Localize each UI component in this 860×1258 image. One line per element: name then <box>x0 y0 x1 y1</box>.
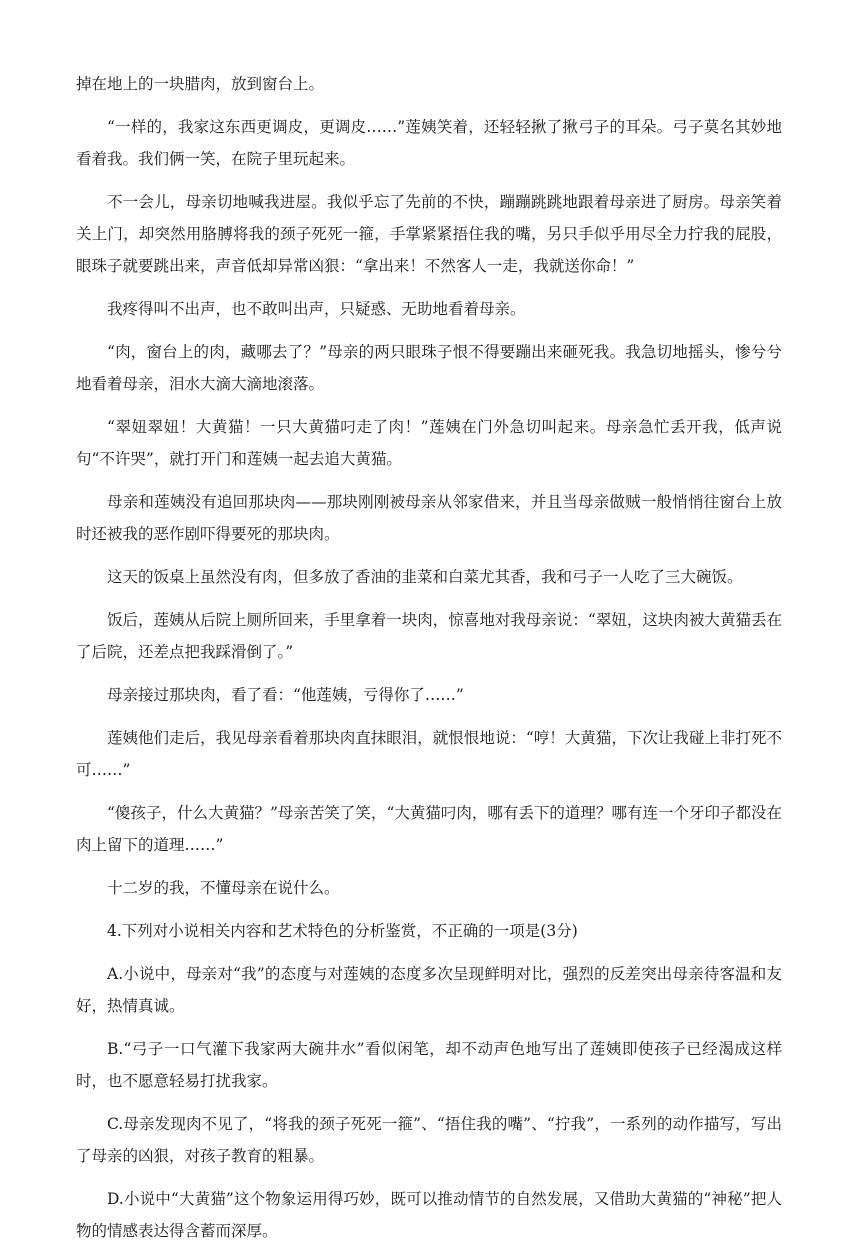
paragraph: “肉，窗台上的肉，藏哪去了？”母亲的两只眼珠子恨不得要蹦出来砸死我。我急切地摇头，惨兮兮地看着母亲，泪水大滴大滴地滚落。 <box>76 343 782 393</box>
paragraph: 莲姨他们走后，我见母亲看着那块肉直抹眼泪，就恨恨地说：“哼！大黄猫，下次让我碰上非打死不可……” <box>76 729 782 779</box>
paragraph: 我疼得叫不出声，也不敢叫出声，只疑惑、无助地看着母亲。 <box>107 300 526 318</box>
paragraph-continuation: 掉在地上的一块腊肉，放到窗台上。 <box>76 75 325 93</box>
paragraph: “翠妞翠妞！大黄猫！一只大黄猫叼走了肉！”莲姨在门外急切叫起来。母亲急忙丢开我，低声说句“不许哭”，就打开门和莲姨一起去追大黄猫。 <box>76 418 782 468</box>
paragraph: 十二岁的我，不懂母亲在说什么。 <box>107 879 340 897</box>
paragraph: 母亲和莲姨没有追回那块肉——那块刚刚被母亲从邻家借来，并且当母亲做贼一般悄悄往窗台上放时还被我的恶作剧吓得要死的那块肉。 <box>76 493 782 543</box>
paragraph: 母亲接过那块肉，看了看：“他莲姨，亏得你了……” <box>107 686 464 704</box>
document-page <box>76 68 782 1258</box>
paragraph: 这天的饭桌上虽然没有肉，但多放了香油的韭菜和白菜尤其香，我和弓子一人吃了三大碗饭。 <box>107 568 743 586</box>
paragraph: “傻孩子，什么大黄猫？”母亲苦笑了笑，“大黄猫叼肉，哪有丢下的道理？哪有连一个牙印子都没在肉上留下的道理……” <box>76 804 782 854</box>
paragraph: 饭后，莲姨从后院上厕所回来，手里拿着一块肉，惊喜地对我母亲说：“翠妞，这块肉被大黄猫丢在了后院，还差点把我踩滑倒了。” <box>76 611 782 661</box>
option-c: C.母亲发现肉不见了，“将我的颈子死死一箍”、“捂住我的嘴”、“拧我”，一系列的动作描写，写出了母亲的凶狠，对孩子教育的粗暴。 <box>76 1115 782 1165</box>
option-b: B.“弓子一口气灌下我家两大碗井水”看似闲笔，却不动声色地写出了莲姨即使孩子已经渴成这样时，也不愿意轻易打扰我家。 <box>76 1040 782 1090</box>
paragraph: “一样的，我家这东西更调皮，更调皮……”莲姨笑着，还轻轻揪了揪弓子的耳朵。弓子莫名其妙地看着我。我们俩一笑，在院子里玩起来。 <box>76 118 782 168</box>
paragraph: 不一会儿，母亲切地喊我进屋。我似乎忘了先前的不快，蹦蹦跳跳地跟着母亲进了厨房。母亲笑着关上门，却突然用胳膊将我的颈子死死一箍，手掌紧紧捂住我的嘴，另只手似乎用尽全力拧我的屁股，眼珠子就要跳出来，声音低却异常凶狠：“拿出来！不然客人一走，我就送你命！” <box>76 193 782 275</box>
option-a: A.小说中，母亲对“我”的态度与对莲姨的态度多次呈现鲜明对比，强烈的反差突出母亲待客温和友好，热情真诚。 <box>76 965 782 1015</box>
option-d: D.小说中“大黄猫”这个物象运用得巧妙，既可以推动情节的自然发展，又借助大黄猫的“神秘”把人物的情感表达得含蓄而深厚。 <box>76 1190 782 1240</box>
question-stem: 4.下列对小说相关内容和艺术特色的分析鉴赏，不正确的一项是(3分) <box>107 922 578 940</box>
